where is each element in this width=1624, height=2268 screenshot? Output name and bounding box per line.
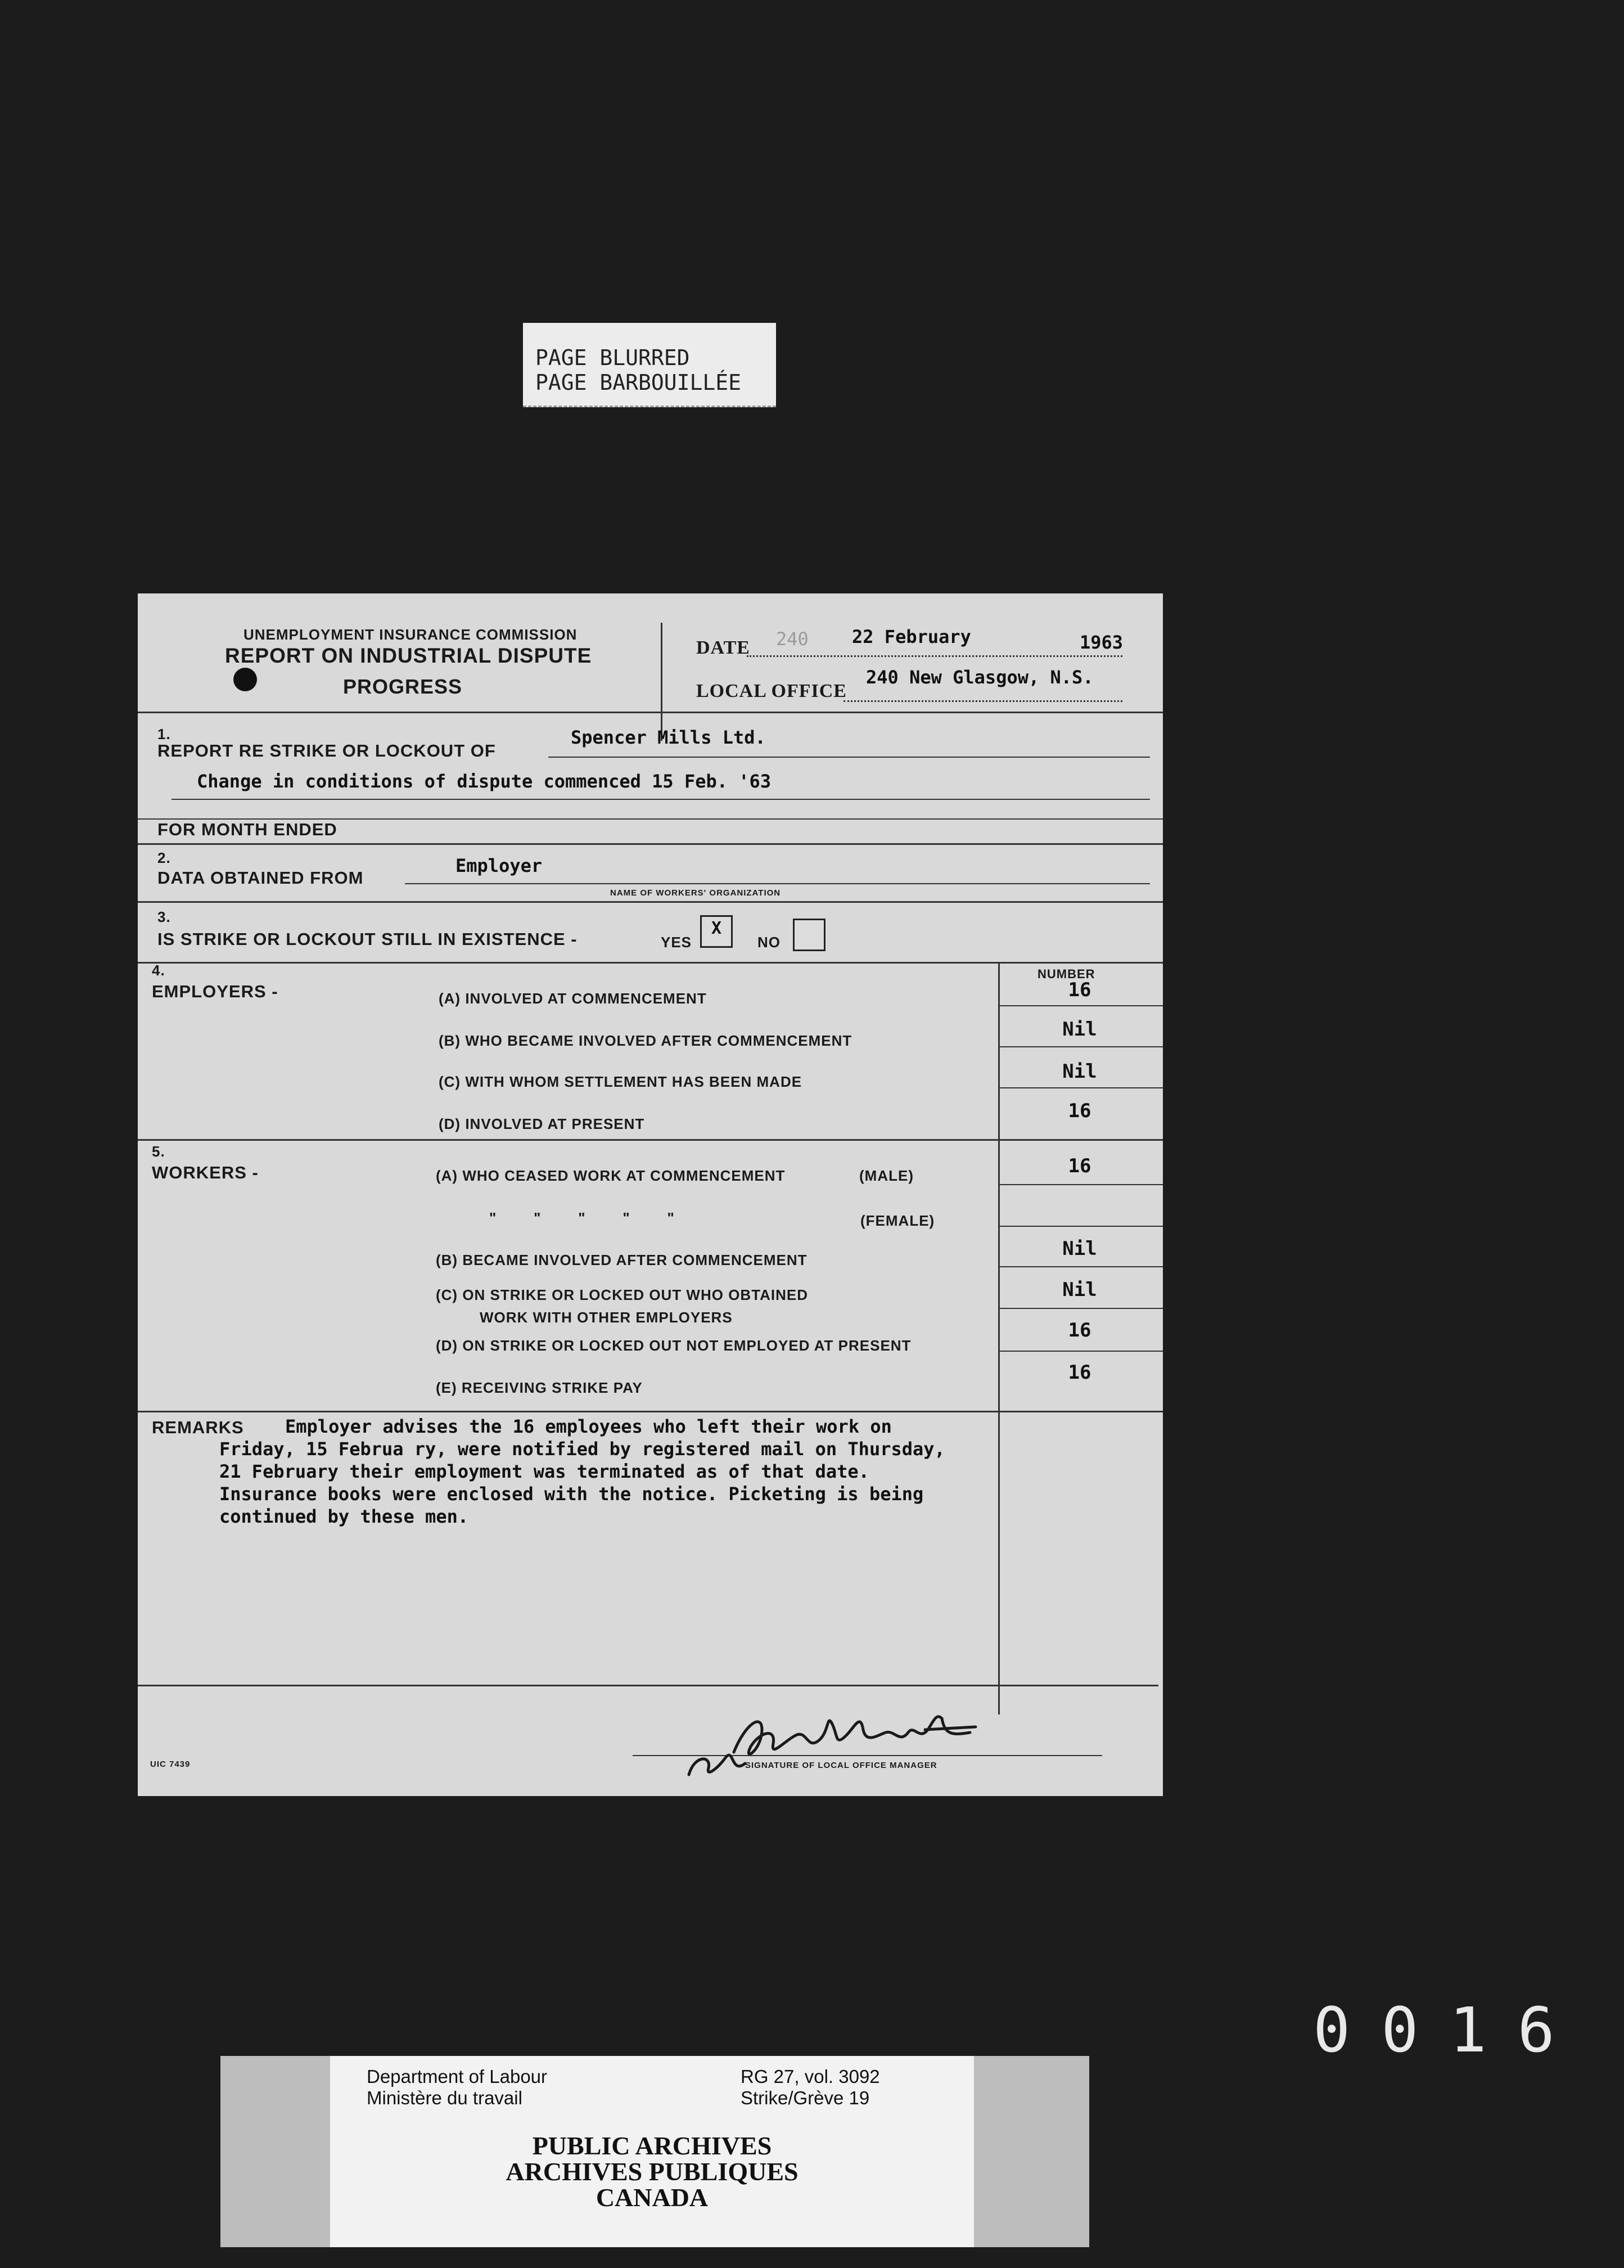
employers-label: EMPLOYERS - (152, 982, 278, 1001)
yes-label: YES (661, 934, 692, 951)
punch-hole-mark (233, 668, 257, 691)
employers-row-c: (C) WITH WHOM SETTLEMENT HAS BEEN MADE (439, 1073, 802, 1090)
dept-french: Ministère du travail (367, 2087, 522, 2108)
workers-female-suffix: (FEMALE) (860, 1212, 935, 1229)
date-value: 22 February (852, 626, 971, 647)
form-title: REPORT ON INDUSTRIAL DISPUTE (225, 644, 592, 667)
workers-row-d: (D) ON STRIKE OR LOCKED OUT NOT EMPLOYED AT PRESENT (436, 1337, 912, 1354)
workers-b-value: Nil (1062, 1238, 1097, 1260)
archive-ref-strike: Strike/Grève 19 (741, 2087, 870, 2108)
remarks-line-2: Friday, 15 Februa ry, were notified by registered mail on Thursday, (219, 1438, 945, 1460)
dispute-change-note: Change in conditions of dispute commenced 15 Feb. '63 (197, 771, 772, 792)
data-obtained-label: DATA OBTAINED FROM (157, 868, 364, 888)
employers-row-d: (D) INVOLVED AT PRESENT (439, 1115, 645, 1132)
remarks-line-4: Insurance books were enclosed with the notice. Picketing is being (219, 1483, 924, 1505)
sec4-number: 4. (152, 962, 165, 979)
date-stamp: 240 (776, 628, 809, 650)
commission-name: UNEMPLOYMENT INSURANCE COMMISSION (243, 626, 578, 643)
sec5-number: 5. (152, 1143, 165, 1160)
archive-ref-volume: RG 27, vol. 3092 (741, 2066, 880, 2087)
still-existence-label: IS STRIKE OR LOCKOUT STILL IN EXISTENCE - (157, 929, 578, 949)
no-label: NO (757, 934, 781, 951)
employers-a-value: 16 (1068, 979, 1091, 1001)
local-office-label: LOCAL OFFICE (696, 681, 847, 701)
workers-a-male-value: 16 (1068, 1155, 1091, 1177)
archive-reference-card (220, 2056, 1089, 2247)
number-header: NUMBER (1037, 967, 1095, 981)
month-ended-label: FOR MONTH ENDED (157, 820, 337, 839)
data-source-value: Employer (455, 855, 543, 876)
frame-number: 0016 (1313, 1994, 1586, 2066)
dept-english: Department of Labour (367, 2066, 548, 2087)
workers-org-caption: NAME OF WORKERS' ORGANIZATION (610, 888, 781, 898)
workers-row-b: (B) BECAME INVOLVED AFTER COMMENCEMENT (436, 1252, 808, 1268)
employer-name: Spencer Mills Ltd. (571, 727, 766, 748)
blur-label-en: PAGE BLURRED (535, 345, 690, 370)
employers-row-a: (A) INVOLVED AT COMMENCEMENT (439, 990, 707, 1007)
archive-card-body (330, 2056, 974, 2247)
remarks-label: REMARKS (152, 1418, 244, 1437)
sec2-number: 2. (157, 849, 171, 866)
archive-title-en: PUBLIC ARCHIVES (532, 2131, 772, 2160)
remarks-line-1: Employer advises the 16 employees who left their work on (285, 1416, 892, 1437)
dispute-report-form (138, 593, 1163, 1796)
yes-checkbox[interactable]: X (700, 915, 733, 948)
strike-of-label: REPORT RE STRIKE OR LOCKOUT OF (157, 741, 496, 760)
local-office-value: 240 New Glasgow, N.S. (866, 667, 1094, 688)
remarks-line-3: 21 February their employment was terminated as of that date. (219, 1461, 869, 1482)
archive-title-country: CANADA (596, 2183, 709, 2212)
employers-c-value: Nil (1062, 1060, 1097, 1083)
workers-male-suffix: (MALE) (859, 1167, 914, 1184)
employers-b-value: Nil (1062, 1018, 1097, 1041)
page-blurred-label (523, 323, 776, 407)
workers-d-value: 16 (1068, 1319, 1091, 1342)
employers-d-value: 16 (1068, 1100, 1091, 1122)
signature-caption: SIGNATURE OF LOCAL OFFICE MANAGER (745, 1761, 937, 1770)
workers-row-c-line2: WORK WITH OTHER EMPLOYERS (480, 1309, 733, 1326)
blur-label-fr: PAGE BARBOUILLÉE (535, 370, 742, 395)
workers-c-value: Nil (1062, 1279, 1097, 1301)
manager-signature (678, 1702, 993, 1786)
workers-row-c: (C) ON STRIKE OR LOCKED OUT WHO OBTAINED (436, 1286, 809, 1303)
sec1-number: 1. (157, 726, 171, 742)
sec3-number: 3. (157, 908, 171, 925)
form-subtitle: PROGRESS (343, 675, 463, 698)
archive-title-fr: ARCHIVES PUBLIQUES (506, 2157, 799, 2186)
workers-row-e: (E) RECEIVING STRIKE PAY (436, 1379, 643, 1396)
workers-label: WORKERS - (152, 1163, 259, 1182)
form-code: UIC 7439 (150, 1760, 191, 1769)
workers-e-value: 16 (1068, 1361, 1091, 1384)
employers-row-b: (B) WHO BECAME INVOLVED AFTER COMMENCEMENT (439, 1032, 852, 1049)
workers-row-a: (A) WHO CEASED WORK AT COMMENCEMENT (436, 1167, 786, 1184)
date-label: DATE (696, 637, 750, 658)
year-value: 1963 (1080, 632, 1124, 653)
remarks-line-5: continued by these men. (219, 1506, 469, 1527)
workers-ditto-marks: " " " " " (489, 1209, 675, 1226)
no-checkbox[interactable] (793, 919, 825, 951)
